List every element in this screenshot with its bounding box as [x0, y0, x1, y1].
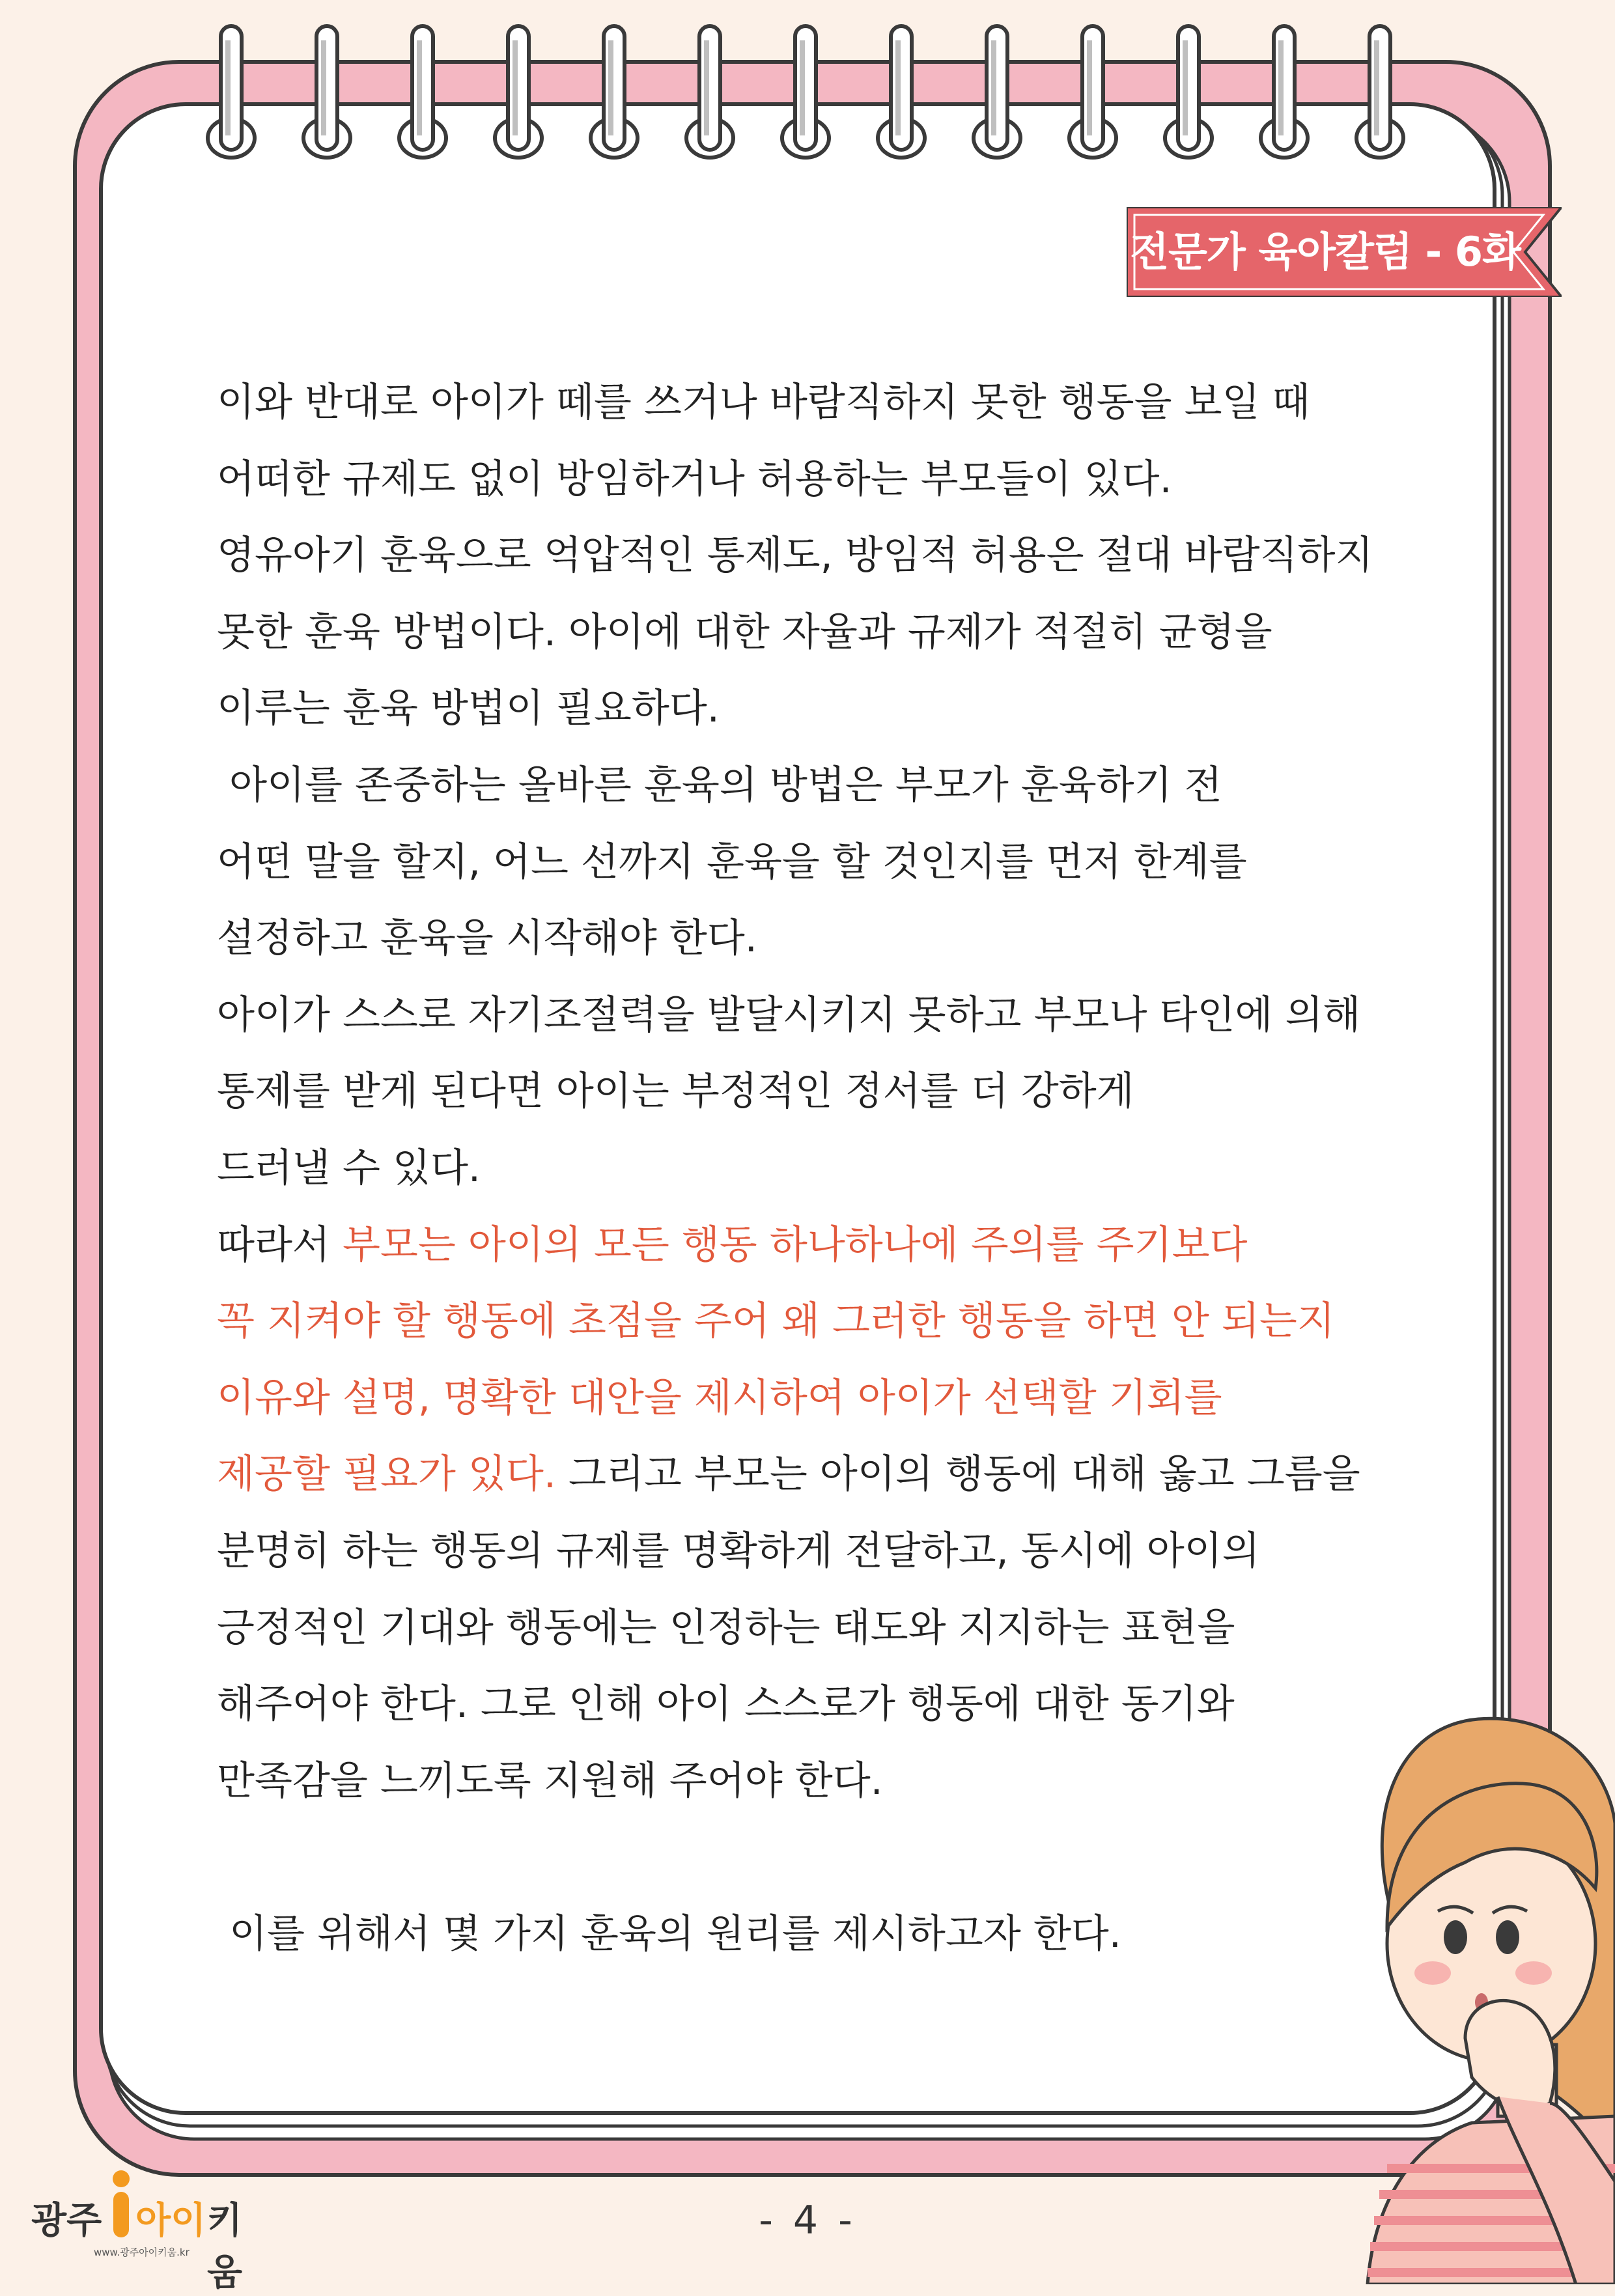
body-line: 아이를 존중하는 올바른 훈육의 방법은 부모가 훈육하기 전	[217, 762, 1222, 808]
body-line: 해주어야 한다. 그로 인해 아이 스스로가 행동에 대한 동기와	[217, 1681, 1235, 1728]
highlighted-text: 부모는 아이의 모든 행동 하나하나에 주의를 주기보다	[342, 1222, 1248, 1268]
body-line: 못한 훈육 방법이다. 아이에 대한 자율과 규제가 적절히 균형을	[217, 609, 1272, 655]
body-line: 만족감을 느끼도록 지원해 주어야 한다.	[217, 1757, 883, 1804]
highlighted-line: 꼭 지켜야 할 행동에 초점을 주어 왜 그러한 행동을 하면 안 되는지	[217, 1298, 1335, 1345]
body-line: 어떤 말을 할지, 어느 선까지 훈육을 할 것인지를 먼저 한계를	[217, 839, 1247, 885]
page-number: - 4 -	[759, 2198, 856, 2243]
logo-text: 광주	[31, 2200, 102, 2242]
body-line: 설정하고 훈육을 시작해야 한다.	[217, 916, 757, 962]
body-text: 그리고 부모는 아이의 행동에 대해 옳고 그름을	[555, 1451, 1360, 1498]
body-line: 영유아기 훈육으로 억압적인 통제도, 방임적 허용은 절대 바람직하지	[217, 533, 1373, 579]
gwangju-ikium-logo	[31, 2168, 266, 2294]
highlighted-text: 제공할 필요가 있다.	[217, 1451, 556, 1498]
person-icon	[108, 2168, 134, 2240]
logo-text: 키움	[207, 2200, 243, 2294]
body-line: 이를 위해서 몇 가지 훈육의 원리를 제시하고자 한다.	[217, 1911, 1121, 1957]
logo-text: 아이	[135, 2200, 206, 2242]
body-line: 통제를 받게 된다면 아이는 부정적인 정서를 더 강하게	[217, 1069, 1134, 1115]
logo-url: www.광주아이키움.kr	[94, 2247, 190, 2258]
body-line: 이와 반대로 아이가 떼를 쓰거나 바람직하지 못한 행동을 보일 때	[217, 380, 1310, 425]
body-line: 이루는 훈육 방법이 필요하다.	[217, 686, 720, 732]
body-text: 따라서	[217, 1222, 343, 1268]
body-line: 어떠한 규제도 없이 방임하거나 허용하는 부모들이 있다.	[217, 456, 1172, 502]
body-line: 드러낼 수 있다.	[217, 1145, 481, 1191]
body-line: 아이가 스스로 자기조절력을 발달시키지 못하고 부모나 타인에 의해	[217, 992, 1361, 1038]
body-line: 분명히 하는 행동의 규제를 명확하게 전달하고, 동시에 아이의	[217, 1528, 1260, 1574]
body-line: 긍정적인 기대와 행동에는 인정하는 태도와 지지하는 표현을	[217, 1604, 1235, 1651]
highlighted-line: 이유와 설명, 명확한 대안을 제시하여 아이가 선택할 기회를	[217, 1375, 1222, 1421]
column-label: 전문가 육아칼럼 - 6화	[1130, 228, 1521, 275]
